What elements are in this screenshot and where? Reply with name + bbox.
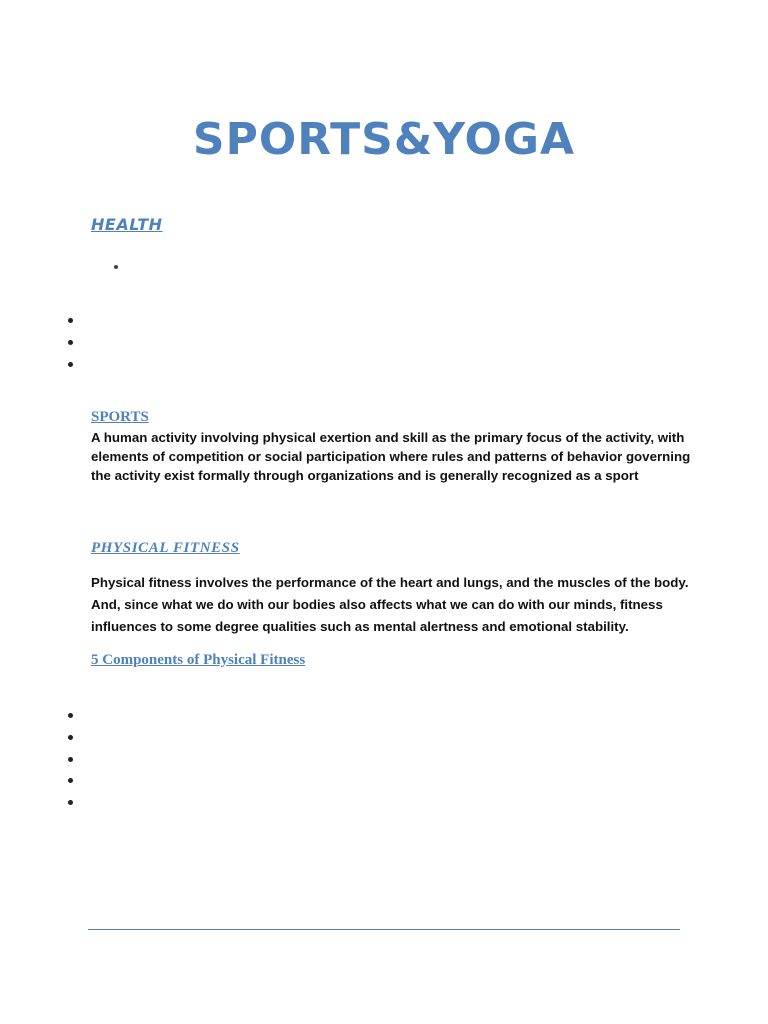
bullet-health-sub — [114, 265, 118, 269]
physical-fitness-heading: PHYSICAL FITNESS — [91, 540, 240, 556]
bullet-list-2-item — [68, 735, 73, 740]
health-heading: HEALTH — [91, 215, 163, 234]
bullet-list-2-item — [68, 757, 73, 762]
document-title: SPORTS&YOGA — [192, 114, 576, 165]
footer-divider — [88, 929, 680, 930]
bullet-list-2-item — [68, 778, 73, 783]
bullet-list-2-item — [68, 800, 73, 805]
sports-heading: SPORTS — [91, 409, 149, 425]
components-heading: 5 Components of Physical Fitness — [91, 652, 306, 668]
physical-fitness-definition: Physical fitness involves the performance of the heart and lungs, and the muscles of the body. And, since what we do with our bodies also affects what we can do with our minds, fitness influences to some degree qualities such as mental alertness and emotional stability. — [91, 575, 689, 634]
bullet-list-1-item — [68, 318, 73, 323]
bullet-list-2-item — [68, 713, 73, 718]
bullet-list-1-item — [68, 362, 73, 367]
bullet-list-1-item — [68, 340, 73, 345]
sports-definition: A human activity involving physical exertion and skill as the primary focus of the activity, with elements of competition or social participation where rules and patterns of behavior governing the activity exist formally through organizations and is generally recognized as a sport — [91, 430, 691, 483]
